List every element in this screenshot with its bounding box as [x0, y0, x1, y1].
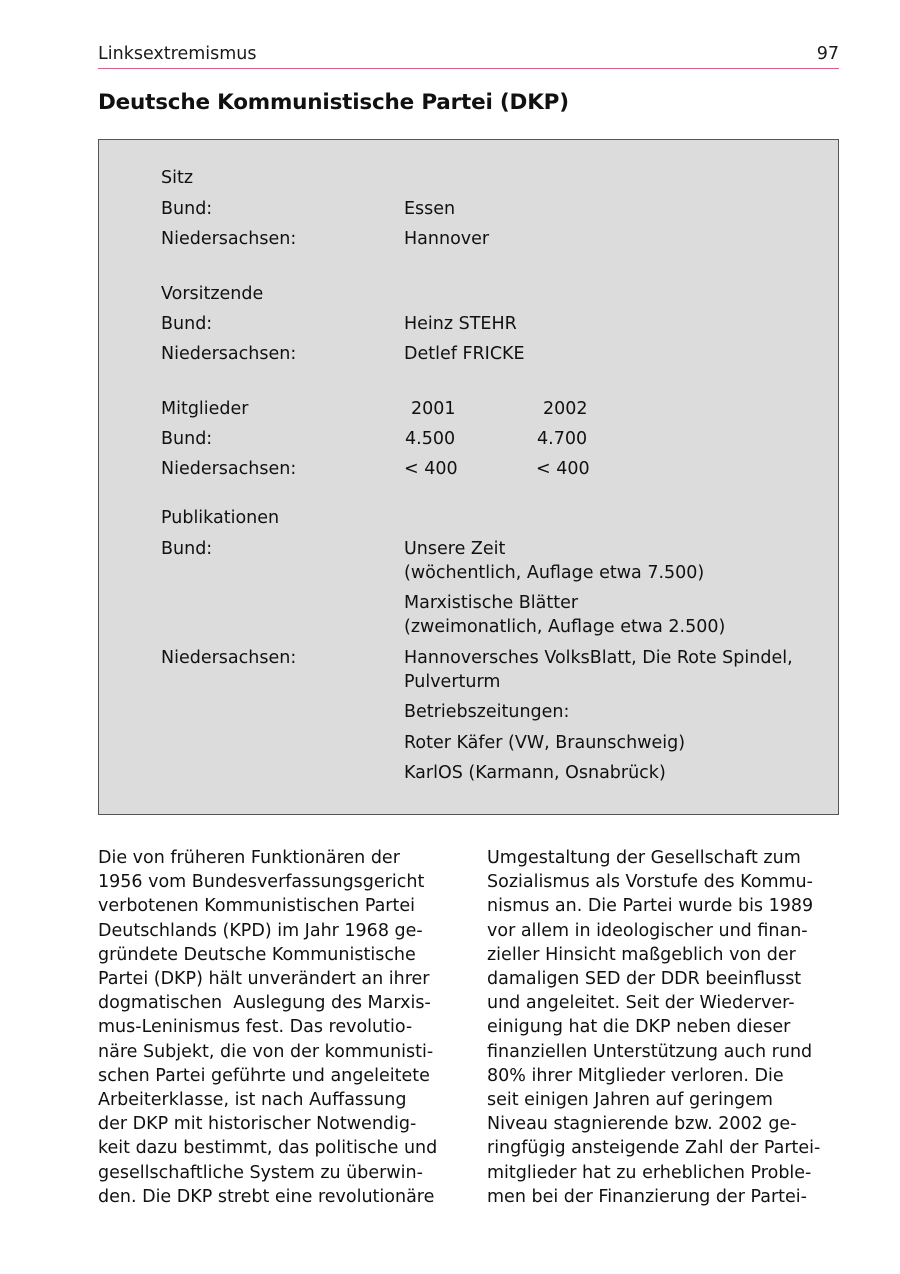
- body-line: 1956 vom Bundesverfassungsgericht: [98, 872, 425, 893]
- mitglieder-year-2002: 2002: [543, 399, 588, 419]
- body-line: Niveau stagnierende bzw. 2002 ge-: [487, 1114, 797, 1135]
- betriebszeitung-karlos: KarlOS (Karmann, Osnabrück): [404, 763, 666, 783]
- publikation-nds-line1: Hannoversches VolksBlatt, Die Rote Spindel,: [404, 648, 793, 668]
- body-line: dogmatischen Auslegung des Marxis-: [98, 993, 431, 1014]
- publikationen-heading: Publikationen: [161, 508, 280, 528]
- mitglieder-nds-2002: < 400: [536, 459, 590, 479]
- vorsitzende-heading: Vorsitzende: [161, 284, 264, 304]
- publikation-nds-line2: Pulverturm: [404, 672, 501, 692]
- body-column-right: [487, 846, 843, 1209]
- body-line: gründete Deutsche Kommunistische: [98, 944, 416, 965]
- mitglieder-nds-2001: < 400: [404, 459, 458, 479]
- mitglieder-nds-label: Niedersachsen:: [161, 459, 297, 479]
- body-line: Sozialismus als Vorstufe des Kommu-: [487, 872, 813, 893]
- section-title: Linksextremismus: [98, 44, 257, 64]
- publikation-marxistische-blaetter-detail: (zweimonatlich, Auflage etwa 2.500): [404, 617, 726, 637]
- body-line: gesellschaftliche System zu überwin-: [98, 1162, 423, 1183]
- mitglieder-bund-2002: 4.700: [537, 429, 588, 449]
- body-line: schen Partei geführte und angeleitete: [98, 1065, 430, 1086]
- mitglieder-year-2001: 2001: [411, 399, 456, 419]
- body-line: Die von früheren Funktionären der: [98, 848, 400, 868]
- vorsitzende-nds-label: Niedersachsen:: [161, 344, 297, 364]
- vorsitzende-nds-value: Detlef FRICKE: [404, 344, 525, 364]
- sitz-nds-label: Niedersachsen:: [161, 229, 297, 249]
- body-line: damaligen SED der DDR beeinflusst: [487, 969, 802, 990]
- vorsitzende-bund-label: Bund:: [161, 314, 213, 334]
- body-line: seit einigen Jahren auf geringem: [487, 1090, 773, 1111]
- body-line: vor allem in ideologischer und finan-: [487, 920, 808, 941]
- publikationen-nds-label: Niedersachsen:: [161, 648, 297, 668]
- mitglieder-bund-label: Bund:: [161, 429, 213, 449]
- body-line: ringfügig ansteigende Zahl der Partei-: [487, 1138, 821, 1159]
- body-line: mus-Leninismus fest. Das revolutio-: [98, 1017, 413, 1038]
- body-line: näre Subjekt, die von der kommunisti-: [98, 1041, 434, 1062]
- body-line: mitglieder hat zu erheblichen Proble-: [487, 1162, 812, 1183]
- mitglieder-bund-2001: 4.500: [405, 429, 456, 449]
- sitz-bund-label: Bund:: [161, 199, 213, 219]
- body-line: Partei (DKP) hält unverändert an ihrer: [98, 969, 430, 990]
- running-header: [98, 44, 839, 69]
- betriebszeitungen-label: Betriebszeitungen:: [404, 702, 570, 722]
- body-line: men bei der Finanzierung der Partei-: [487, 1186, 807, 1207]
- body-line: finanziellen Unterstützung auch rund: [487, 1041, 813, 1062]
- vorsitzende-bund-value: Heinz STEHR: [404, 314, 517, 334]
- publikationen-bund-label: Bund:: [161, 539, 213, 559]
- fact-box: [98, 139, 839, 815]
- sitz-bund-value: Essen: [404, 199, 456, 219]
- body-line: verbotenen Kommunistischen Partei: [98, 896, 415, 917]
- body-line: Umgestaltung der Gesellschaft zum: [487, 848, 801, 868]
- body-line: nismus an. Die Partei wurde bis 1989: [487, 896, 814, 917]
- body-line: den. Die DKP strebt eine revolutionäre: [98, 1186, 435, 1207]
- body-line: zieller Hinsicht maßgeblich von der: [487, 944, 796, 965]
- body-column-left: [98, 846, 454, 1209]
- body-line: einigung hat die DKP neben dieser: [487, 1017, 791, 1038]
- body-line: Deutschlands (KPD) im Jahr 1968 ge-: [98, 920, 423, 941]
- body-line: keit dazu bestimmt, das politische und: [98, 1138, 438, 1159]
- publikation-unsere-zeit: Unsere Zeit: [404, 539, 506, 559]
- body-line: und angeleitet. Seit der Wiederver-: [487, 993, 795, 1014]
- page-number: 97: [816, 44, 839, 64]
- betriebszeitung-roter-kaefer: Roter Käfer (VW, Braunschweig): [404, 733, 686, 753]
- sitz-nds-value: Hannover: [404, 229, 490, 249]
- publikation-marxistische-blaetter: Marxistische Blätter: [404, 593, 579, 613]
- sitz-heading: Sitz: [161, 168, 194, 188]
- publikation-unsere-zeit-detail: (wöchentlich, Auflage etwa 7.500): [404, 563, 705, 583]
- body-line: Arbeiterklasse, ist nach Auffassung: [98, 1090, 407, 1111]
- body-line: 80% ihrer Mitglieder verloren. Die: [487, 1065, 784, 1086]
- body-line: der DKP mit historischer Notwendig-: [98, 1114, 417, 1135]
- mitglieder-heading: Mitglieder: [161, 399, 249, 419]
- page-title: Deutsche Kommunistische Partei (DKP): [98, 90, 569, 115]
